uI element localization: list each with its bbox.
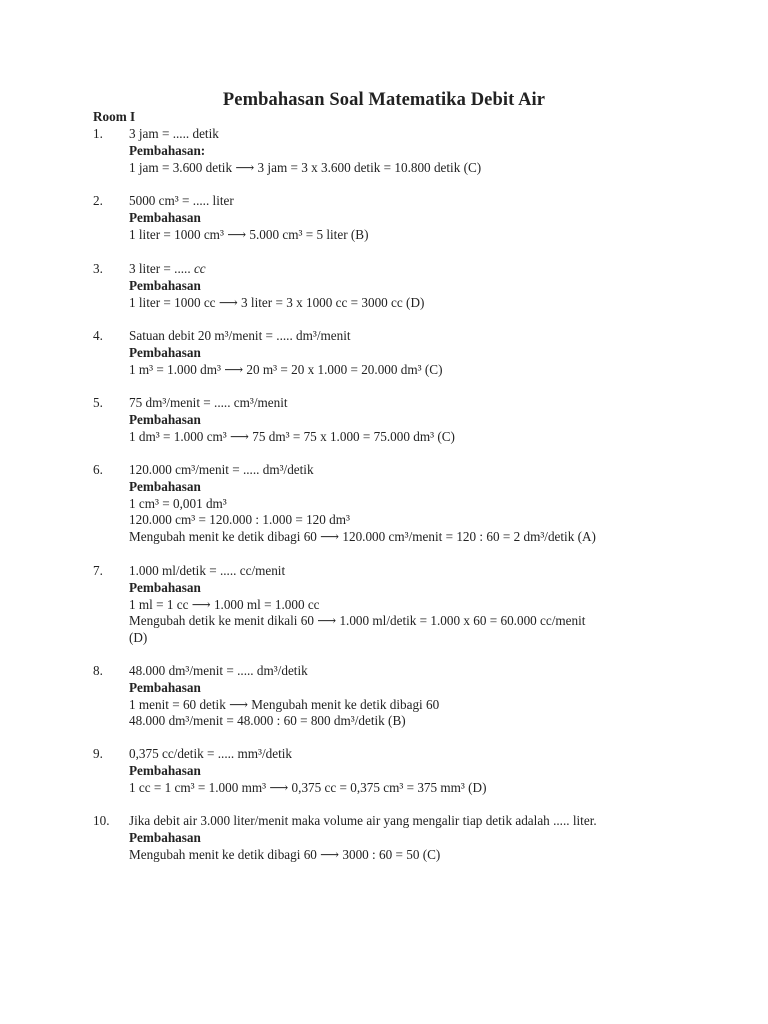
solution-heading: Pembahasan: xyxy=(129,142,206,158)
solution-heading: Pembahasan xyxy=(129,344,201,360)
question-item xyxy=(93,663,683,730)
solution-line: 120.000 cm³ = 120.000 : 1.000 = 120 dm³ xyxy=(129,512,350,528)
solution-heading: Pembahasan xyxy=(129,762,201,778)
solution-heading: Pembahasan xyxy=(129,579,201,595)
question-item xyxy=(93,563,683,647)
question-number: 9. xyxy=(93,746,103,761)
solution-line: 1 ml = 1 cc ⟶ 1.000 ml = 1.000 cc xyxy=(129,596,320,612)
question-text: 1.000 ml/detik = ..... cc/menit xyxy=(129,563,286,578)
question-item xyxy=(93,328,683,378)
section-heading-room: Room I xyxy=(93,109,136,124)
solution-heading: Pembahasan xyxy=(129,478,201,494)
question-item xyxy=(93,462,683,546)
question-item xyxy=(93,193,683,243)
question-item xyxy=(93,395,683,445)
solution-line: 1 menit = 60 detik ⟶ Mengubah menit ke detik dibagi 60 xyxy=(129,696,440,712)
question-number: 7. xyxy=(93,563,103,578)
question-number: 3. xyxy=(93,261,103,276)
question-text: 0,375 cc/detik = ..... mm³/detik xyxy=(129,746,293,761)
solution-heading: Pembahasan xyxy=(129,829,201,845)
solution-line: 1 dm³ = 1.000 cm³ ⟶ 75 dm³ = 75 x 1.000 = 75.000 dm³ (C) xyxy=(129,428,455,444)
solution-line: 1 jam = 3.600 detik ⟶ 3 jam = 3 x 3.600 detik = 10.800 detik (C) xyxy=(129,159,482,175)
solution-heading: Pembahasan xyxy=(129,411,201,427)
question-text: Satuan debit 20 m³/menit = ..... dm³/menit xyxy=(129,328,351,343)
solution-line: 1 cc = 1 cm³ = 1.000 mm³ ⟶ 0,375 cc = 0,375 cm³ = 375 mm³ (D) xyxy=(129,779,487,795)
solution-line: 1 liter = 1000 cc ⟶ 3 liter = 3 x 1000 cc = 3000 cc (D) xyxy=(129,294,425,310)
question-item xyxy=(93,813,653,863)
solution-line: 1 cm³ = 0,001 dm³ xyxy=(129,495,227,511)
solution-line: Mengubah menit ke detik dibagi 60 ⟶ 120.000 cm³/menit = 120 : 60 = 2 dm³/detik (A) xyxy=(129,529,596,545)
question-text: 3 liter = ..... cc xyxy=(129,261,206,276)
solution-line: (D) xyxy=(129,630,148,646)
page-title: Pembahasan Soal Matematika Debit Air xyxy=(222,90,546,110)
question-item xyxy=(93,126,683,176)
question-item xyxy=(93,261,683,311)
question-number: 5. xyxy=(93,395,103,410)
question-text: Jika debit air 3.000 liter/menit maka volume air yang mengalir tiap detik adalah ..... liter. xyxy=(129,813,597,828)
solution-heading: Pembahasan xyxy=(129,209,201,225)
solution-line: Mengubah detik ke menit dikali 60 ⟶ 1.000 ml/detik = 1.000 x 60 = 60.000 cc/menit xyxy=(129,613,586,629)
question-text: 48.000 dm³/menit = ..... dm³/detik xyxy=(129,663,308,678)
question-item xyxy=(93,746,683,796)
question-number: 2. xyxy=(93,193,103,208)
question-number: 6. xyxy=(93,462,103,477)
solution-line: 48.000 dm³/menit = 48.000 : 60 = 800 dm³/detik (B) xyxy=(129,713,406,729)
question-number: 8. xyxy=(93,663,103,678)
solution-heading: Pembahasan xyxy=(129,277,201,293)
question-text: 120.000 cm³/menit = ..... dm³/detik xyxy=(129,462,314,477)
question-text: 75 dm³/menit = ..... cm³/menit xyxy=(129,395,288,410)
question-text: 5000 cm³ = ..... liter xyxy=(129,193,234,208)
question-number: 1. xyxy=(93,126,103,141)
solution-line: 1 liter = 1000 cm³ ⟶ 5.000 cm³ = 5 liter (B) xyxy=(129,226,369,242)
solution-line: Mengubah menit ke detik dibagi 60 ⟶ 3000 : 60 = 50 (C) xyxy=(129,846,441,862)
question-number: 10. xyxy=(93,813,110,828)
solution-heading: Pembahasan xyxy=(129,679,201,695)
question-text: 3 jam = ..... detik xyxy=(129,126,219,141)
question-number: 4. xyxy=(93,328,103,343)
solution-line: 1 m³ = 1.000 dm³ ⟶ 20 m³ = 20 x 1.000 = 20.000 dm³ (C) xyxy=(129,361,443,377)
